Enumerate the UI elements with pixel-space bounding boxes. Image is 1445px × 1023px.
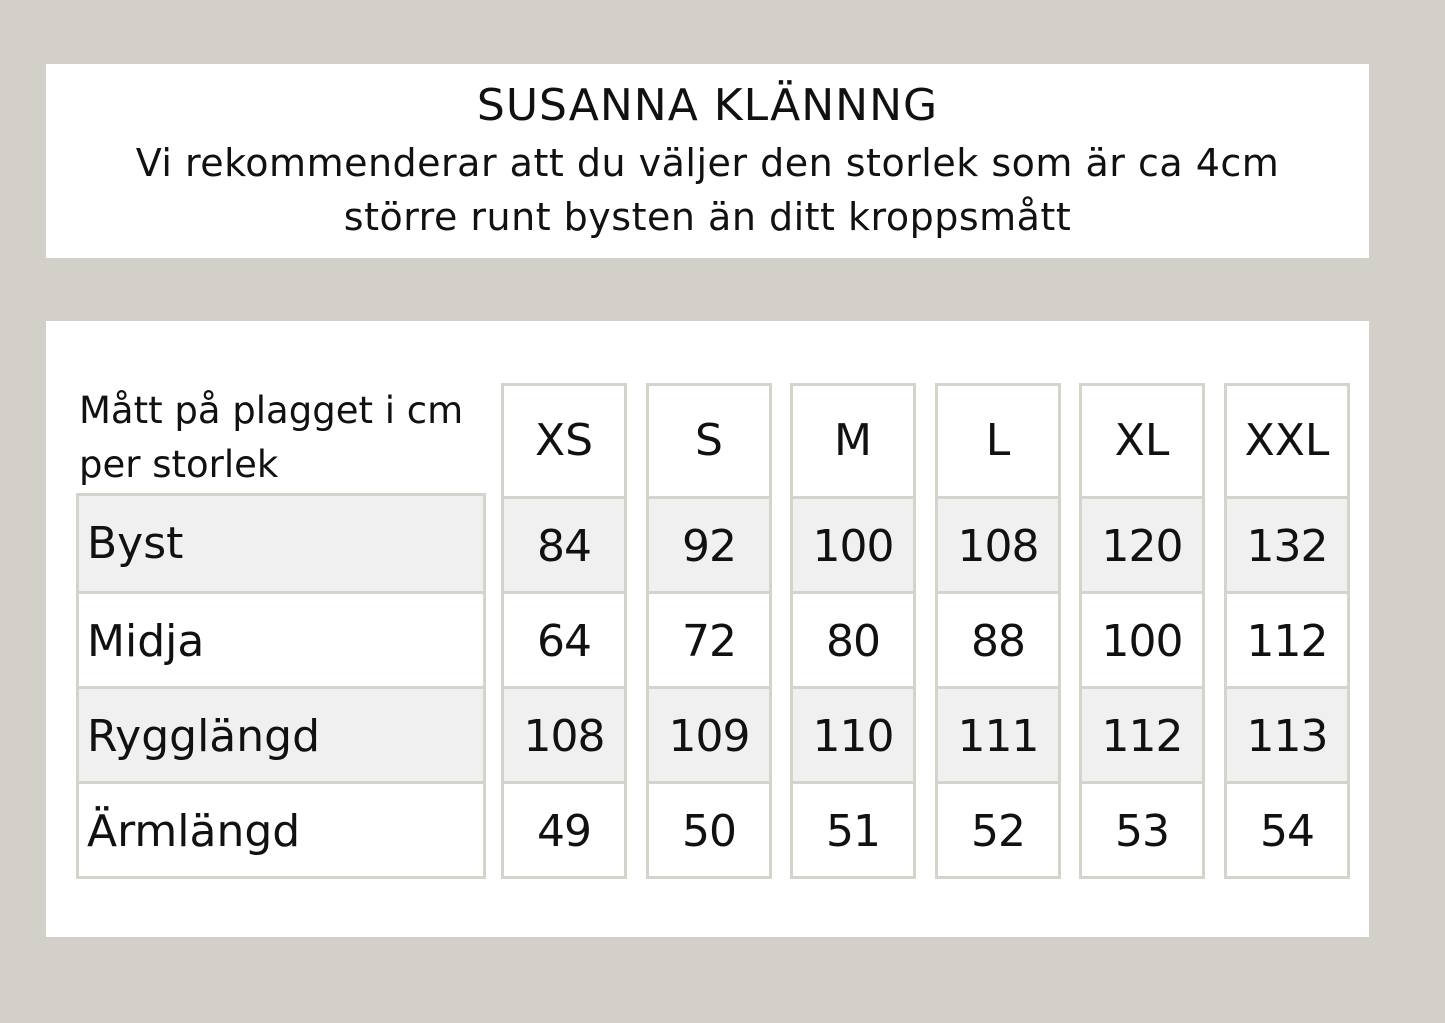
size-header: M [834,415,872,466]
table-cell: 50 [649,781,769,879]
table-cell: 120 [1082,496,1202,594]
table-cell: 113 [1227,686,1347,784]
table-cell: 110 [793,686,913,784]
table-cell: 54 [1227,781,1347,879]
table-cell: 53 [1082,781,1202,879]
size-column-s [646,383,772,879]
size-header: S [695,415,723,466]
row-label-rygglangd: Rygglängd [79,686,483,781]
table-cell: 72 [649,591,769,689]
table-cell: 111 [938,686,1058,784]
table-cell: 64 [504,591,624,689]
size-column-m [790,383,916,879]
table-cell: 92 [649,496,769,594]
row-label-byst: Byst [79,496,483,591]
table-cell: 109 [649,686,769,784]
table-cell: 112 [1227,591,1347,689]
table-caption: Mått på plagget i cm per storlek [79,389,464,486]
table-cell: 80 [793,591,913,689]
size-header: XXL [1244,415,1330,466]
row-label-armlangd: Ärmlängd [79,781,483,876]
size-column-xs [501,383,627,879]
table-cell: 84 [504,496,624,594]
size-header: L [985,415,1011,466]
row-labels-column [76,493,486,879]
table-cell: 132 [1227,496,1347,594]
table-cell: 112 [1082,686,1202,784]
size-header: XS [534,415,594,466]
size-column-xl [1079,383,1205,879]
size-header: XL [1114,415,1170,466]
table-cell: 88 [938,591,1058,689]
header-panel [46,64,1369,258]
page-title: SUSANNA KLÄNNNG [476,80,939,131]
size-column-l [935,383,1061,879]
size-recommendation-note: Vi rekommenderar att du väljer den storlek som är ca 4cm större runt bysten än ditt kroppsmått [135,141,1280,239]
row-label-midja: Midja [79,591,483,686]
table-cell: 49 [504,781,624,879]
table-cell: 52 [938,781,1058,879]
table-cell: 108 [938,496,1058,594]
table-cell: 100 [793,496,913,594]
size-column-xxl [1224,383,1350,879]
table-cell: 100 [1082,591,1202,689]
table-cell: 108 [504,686,624,784]
size-table-panel [46,321,1369,937]
table-cell: 51 [793,781,913,879]
